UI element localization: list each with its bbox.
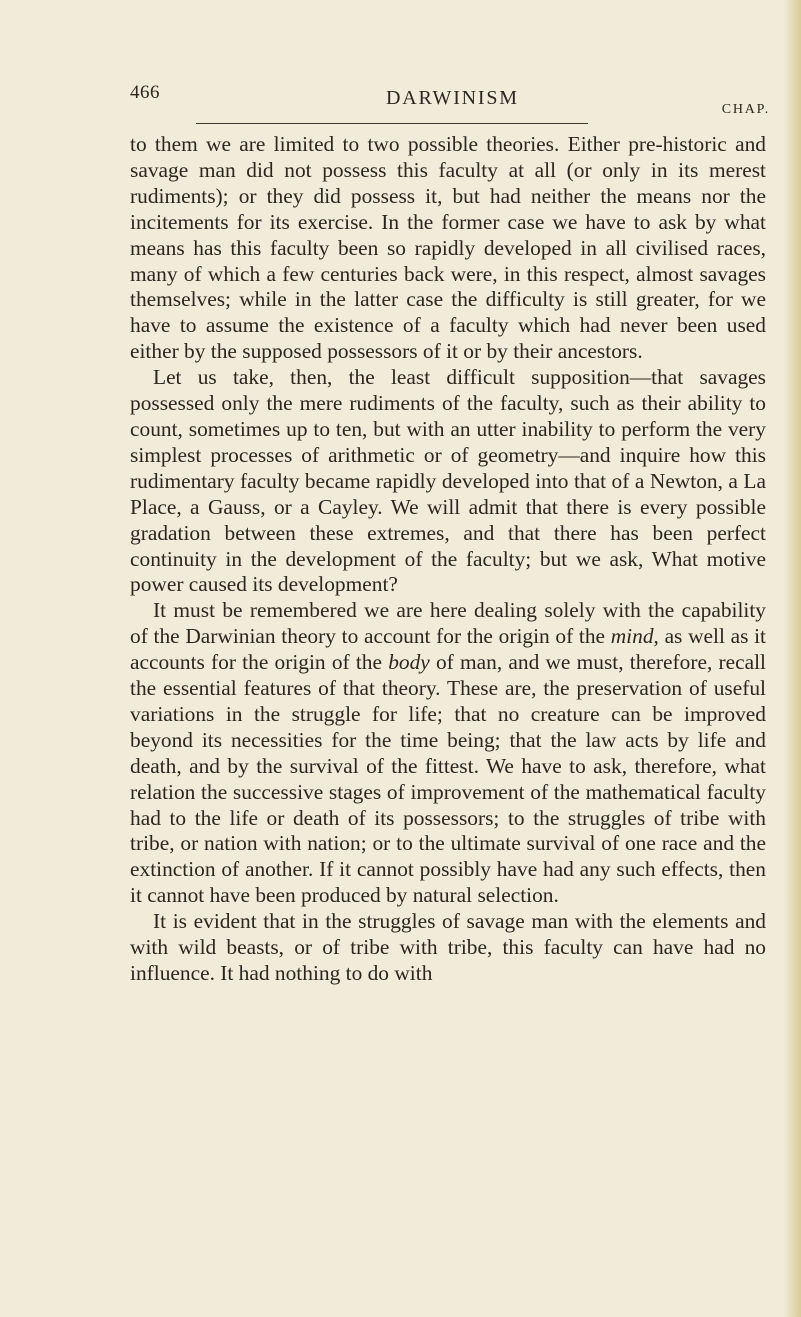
paragraph-3-text-c: of man, and we must, therefore, recall the essential features of that theory. These are, the preservation of useful variations in the struggle for life; that no creature can be improved beyond its necessities for the time being; that the law acts by life and death, and by the survival of the fittest. We have to ask, therefore, what relation the successive stages of improvement of the mathematical faculty had to the life or death of its possessors; to the struggles of tribe with tribe, or nation with nation; or to the ultimate survival of one race and the extinction of another. If it cannot possibly have had any such effects, then it cannot have been produced by natural selection. [130,650,767,908]
page-edge [783,0,801,1317]
paragraph-2: Let us take, then, the least difficult supposition—that savages possessed only the mere rudiments of the faculty, such as their ability to count, sometimes up to ten, but with an utter inability to perform the very simplest processes of arithmetic or of geometry—and inquire how this rudimentary faculty became rapidly developed into that of a Newton, a La Place, a Gauss, or a Cayley. We will admit that there is every possible gradation between these extremes, and that there has been perfect continuity in the development of the faculty; but we ask, What motive power caused its development? [130,365,766,597]
page-number: 466 [130,82,160,103]
paragraph-4: It is evident that in the struggles of savage man with the elements and with wild beasts, or of tribe with tribe, this faculty can have had no influence. It had nothing to do with [130,909,766,985]
page-header [130,82,770,122]
paragraph-3-text-a: It must be remembered we are here dealing solely with the capability of the Darwinian theory to account for the origin of the [130,598,766,649]
body-text [130,132,766,987]
chapter-label: CHAP. [721,102,770,117]
header-rule [196,123,588,124]
italic-mind: mind [610,624,654,649]
running-title: DARWINISM [386,87,519,109]
paragraph-1: to them we are limited to two possible theories. Either pre-historic and savage man did not possess this faculty at all (or only in its merest rudiments); or they did possess it, but had neither the means nor the incitements for its exercise. In the former case we have to ask by what means has this faculty been so rapidly developed in all civilised races, many of which a few centuries back were, in this respect, almost savages themselves; while in the latter case the difficulty is still greater, for we have to assume the existence of a faculty which had never been used either by the supposed possessors of it or by their ancestors. [130,132,766,364]
paragraph-3 [130,598,766,909]
italic-body: body [388,650,430,675]
paragraph-3-text-b: , as well as it accounts for the origin of the [130,624,766,675]
